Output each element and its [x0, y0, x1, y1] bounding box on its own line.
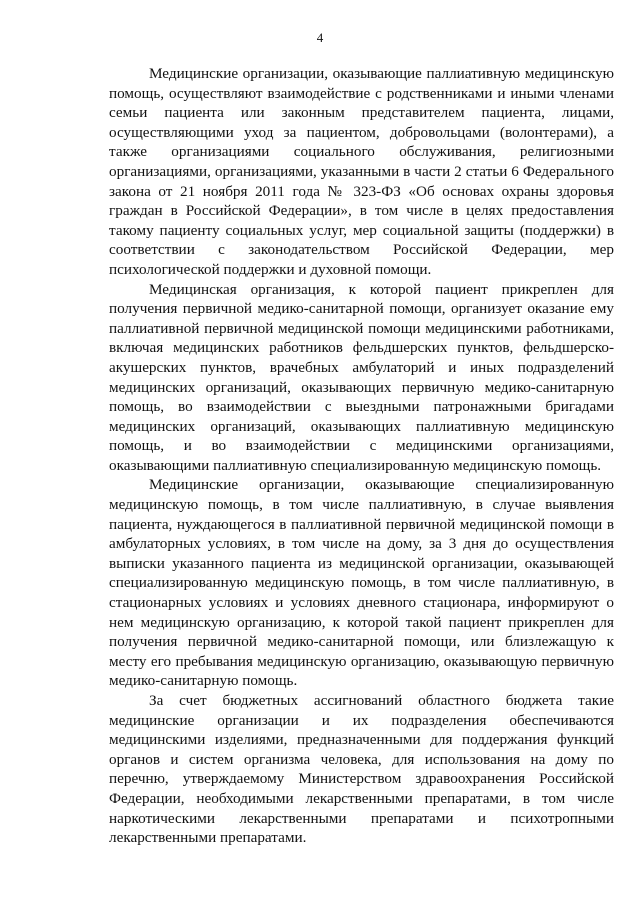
paragraph-specialized-care-discharge: Медицинские организации, оказывающие специализированную медицинскую помощь, в том числе паллиативную, в случае выявления пациента, нуждающегося в паллиативной первичной медицинской помощи в амбулаторных условиях, в том числе на дому, за 3 дня до осуществления выписки указанного пациента из медицинской организации, оказывающей специализированную медицинскую помощь, в том числе паллиативную, в стационарных условиях и условиях дневного стационара, информируют о нем медицинскую организацию, к которой такой пациент прикреплен для получения первичной медико-санитарной помощи, или близлежащую к месту его пребывания медицинскую организацию, оказывающую первичную медико-санитарную помощь. — [109, 476, 614, 690]
page-number: 4 — [316, 30, 324, 45]
paragraph-interaction-with-relatives: Медицинские организации, оказывающие паллиативную медицинскую помощь, осуществляют взаимодействие с родственниками и иными членами семьи пациента или законным представителем пациента, лицами, осуществляющими уход за пациентом, добровольцами (волонтерами), а также организациями социального обслуживания, религиозными организациями, организациями, указанными в части 2 статьи 6 Федерального закона от 21 ноября 2011 года № 323-ФЗ «Об основах охраны здоровья граждан в Российской Федерации», в том числе в целях предоставления такому пациенту социальных услуг, мер социальной защиты (поддержки) в соответствии с законодательством Российской Федерации, мер психологической поддержки и духовной помощи. — [109, 65, 614, 278]
paragraph-budget-funding: За счет бюджетных ассигнований областного бюджета такие медицинские организации и их подразделения обеспечиваются медицинскими изделиями, предназначенными для поддержания функций органов и систем организма человека, для использования на дому по перечню, утверждаемому Министерством здравоохранения Российской Федерации, необходимыми лекарственными препаратами, в том числе наркотическими лекарственными препаратами и психотропными лекарственными препаратами. — [109, 692, 614, 847]
paragraph-primary-care-organization: Медицинская организация, к которой пациент прикреплен для получения первичной медико-санитарной помощи, организует оказание ему паллиативной первичной медицинской помощи медицинскими работниками, включая медицинских работников фельдшерских пунктов, фельдшерско-акушерских пунктов, врачебных амбулаторий и иных подразделений медицинских организаций, оказывающих первичную медико-санитарную помощь, во взаимодействии с выездными патронажными бригадами медицинских организаций, оказывающих паллиативную медицинскую помощь, и во взаимодействии с медицинскими организациями, оказывающими паллиативную специализированную медицинскую помощь. — [109, 280, 614, 474]
document-body — [109, 64, 614, 848]
